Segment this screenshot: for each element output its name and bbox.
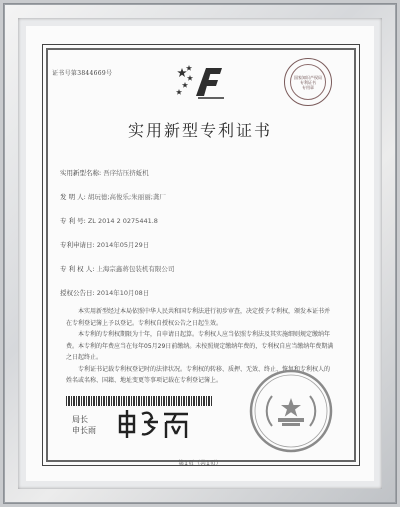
- round-seal-text-2: 专利证书: [300, 79, 316, 85]
- field-label: 实用新型名称:: [60, 169, 102, 177]
- director-label: [72, 414, 96, 436]
- field-grant-date: [60, 288, 149, 297]
- field-patentee: [60, 264, 174, 273]
- field-utility-model-name: [60, 168, 149, 177]
- certificate-number: 证书号第3844669号: [52, 70, 113, 77]
- field-inventor: [60, 192, 166, 201]
- official-seal-icon: [248, 368, 334, 454]
- certificate-title: 实用新型专利证书: [127, 121, 272, 140]
- field-label: 专 利 号:: [60, 217, 86, 225]
- director-title: 局长: [72, 415, 88, 424]
- picture-frame: [4, 4, 396, 503]
- field-value: 2014年05月29日: [96, 241, 150, 249]
- field-value: ZL 2014 2 0275441.8: [87, 217, 158, 225]
- round-seal-text-1: 国家知识产权局: [294, 74, 322, 80]
- field-value: 2014年10月08日: [96, 289, 150, 297]
- field-label: 授权公告日:: [60, 289, 95, 297]
- page-number: 第1页（共1页）: [178, 460, 222, 467]
- field-label: 发 明 人:: [60, 193, 86, 201]
- body-paragraph: 专利证书记载专利权登记时的法律状况。专利权的转移、质押、无效、终止、恢复和专利权人的姓名或名称、国籍、地址变更等事项记载在专利登记簿上。: [66, 365, 331, 384]
- body-paragraph: 本专利的专利权期限为十年，自申请日起算。专利权人应当依照专利法及其实施细则规定缴纳年费。本专利的年费应当在每年05月29日前缴纳。未按照规定缴纳年费的，专利权自应当缴纳年费期满之日起终止。: [66, 331, 334, 361]
- certificate-paper: [26, 26, 374, 481]
- field-value: 吾序结压挤蚯机: [103, 169, 149, 177]
- round-official-seal: [284, 58, 332, 106]
- frame-mat: [18, 18, 382, 489]
- barcode: [66, 396, 212, 406]
- field-label: 专 利 权 人:: [60, 265, 95, 273]
- director-name: 申长雨: [72, 426, 96, 435]
- field-application-date: [60, 240, 149, 249]
- field-value: 上海宗鑫蒋包装机有限公司: [96, 265, 175, 273]
- round-seal-text-3: 专用章: [302, 84, 314, 90]
- patent-office-emblem-icon: [176, 62, 226, 102]
- field-label: 专利申请日:: [60, 241, 95, 249]
- body-paragraph: 本实用新型经过本局依照中华人民共和国专利法进行初步审查，决定授予专利权，颁发本证书并在专利登记簿上予以登记。专利权自授权公告之日起生效。: [66, 308, 331, 327]
- director-signature-icon: [114, 406, 194, 442]
- field-patent-number: [60, 216, 158, 225]
- field-value: 胡玩德;高俊乐;朱丽丽;龚厂: [87, 193, 166, 201]
